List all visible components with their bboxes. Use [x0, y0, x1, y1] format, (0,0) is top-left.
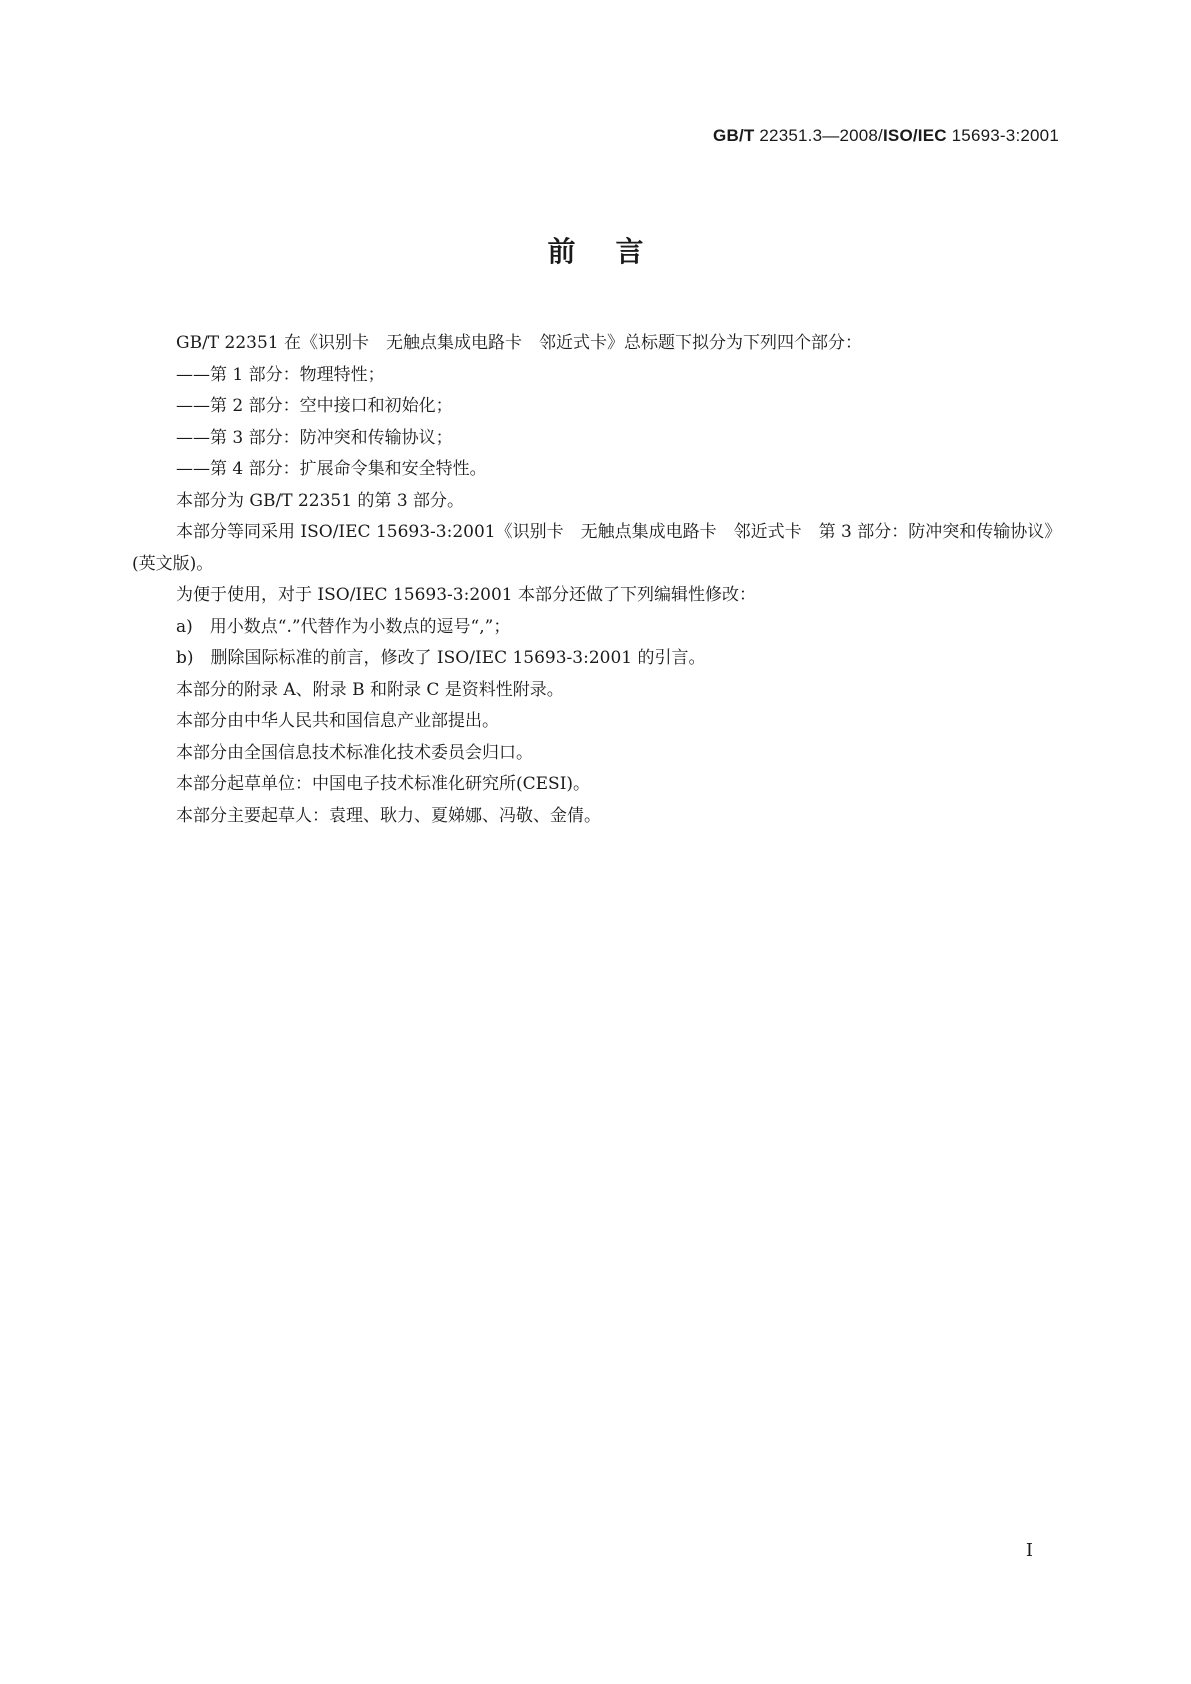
- paragraph-annex: 本部分的附录 A、附录 B 和附录 C 是资料性附录。: [176, 679, 564, 700]
- paragraph-this-part: 本部分为 GB/T 22351 的第 3 部分。: [176, 490, 465, 511]
- page-number: I: [1025, 1540, 1033, 1561]
- list-item-part-4: ——第 4 部分：扩展命令集和安全特性。: [176, 459, 487, 479]
- paragraph-edits-intro: 为便于使用，对于 ISO/IEC 15693-3:2001 本部分还做了下列编辑性修改：: [176, 585, 756, 605]
- paragraph-adoption: 本部分等同采用 ISO/IEC 15693-3:2001《识别卡 无触点集成电路卡 邻近式卡 第 3 部分：防冲突和传输协议》(英文版)。: [132, 522, 1062, 574]
- paragraph-drafting-unit: 本部分起草单位：中国电子技术标准化研究所(CESI)。: [176, 774, 591, 794]
- iso-number: 15693-3:2001: [946, 126, 1059, 145]
- list-item-edit-b: b) 删除国际标准的前言，修改了 ISO/IEC 15693-3:2001 的引言。: [176, 648, 706, 668]
- list-item-edit-a: a) 用小数点“.”代替作为小数点的逗号“,”；: [176, 616, 511, 637]
- standard-code-header: [713, 126, 1059, 146]
- list-item-part-3: ——第 3 部分：防冲突和传输协议；: [176, 427, 453, 448]
- iso-prefix: ISO/IEC: [882, 126, 947, 145]
- gb-number: 22351.3—2008/: [754, 126, 883, 145]
- list-item-part-1: ——第 1 部分：物理特性；: [176, 364, 385, 385]
- paragraph-drafters: 本部分主要起草人：袁理、耿力、夏娣娜、冯敬、金倩。: [176, 805, 601, 826]
- page-title: 前言: [547, 235, 684, 268]
- foreword-body: [132, 328, 1062, 832]
- gb-prefix: GB/T: [713, 126, 755, 145]
- paragraph-centralized: 本部分由全国信息技术标准化技术委员会归口。: [176, 742, 533, 763]
- list-item-part-2: ——第 2 部分：空中接口和初始化；: [176, 396, 453, 416]
- paragraph-intro: GB/T 22351 在《识别卡 无触点集成电路卡 邻近式卡》总标题下拟分为下列四个部分：: [176, 333, 863, 353]
- paragraph-proposer: 本部分由中华人民共和国信息产业部提出。: [176, 711, 499, 731]
